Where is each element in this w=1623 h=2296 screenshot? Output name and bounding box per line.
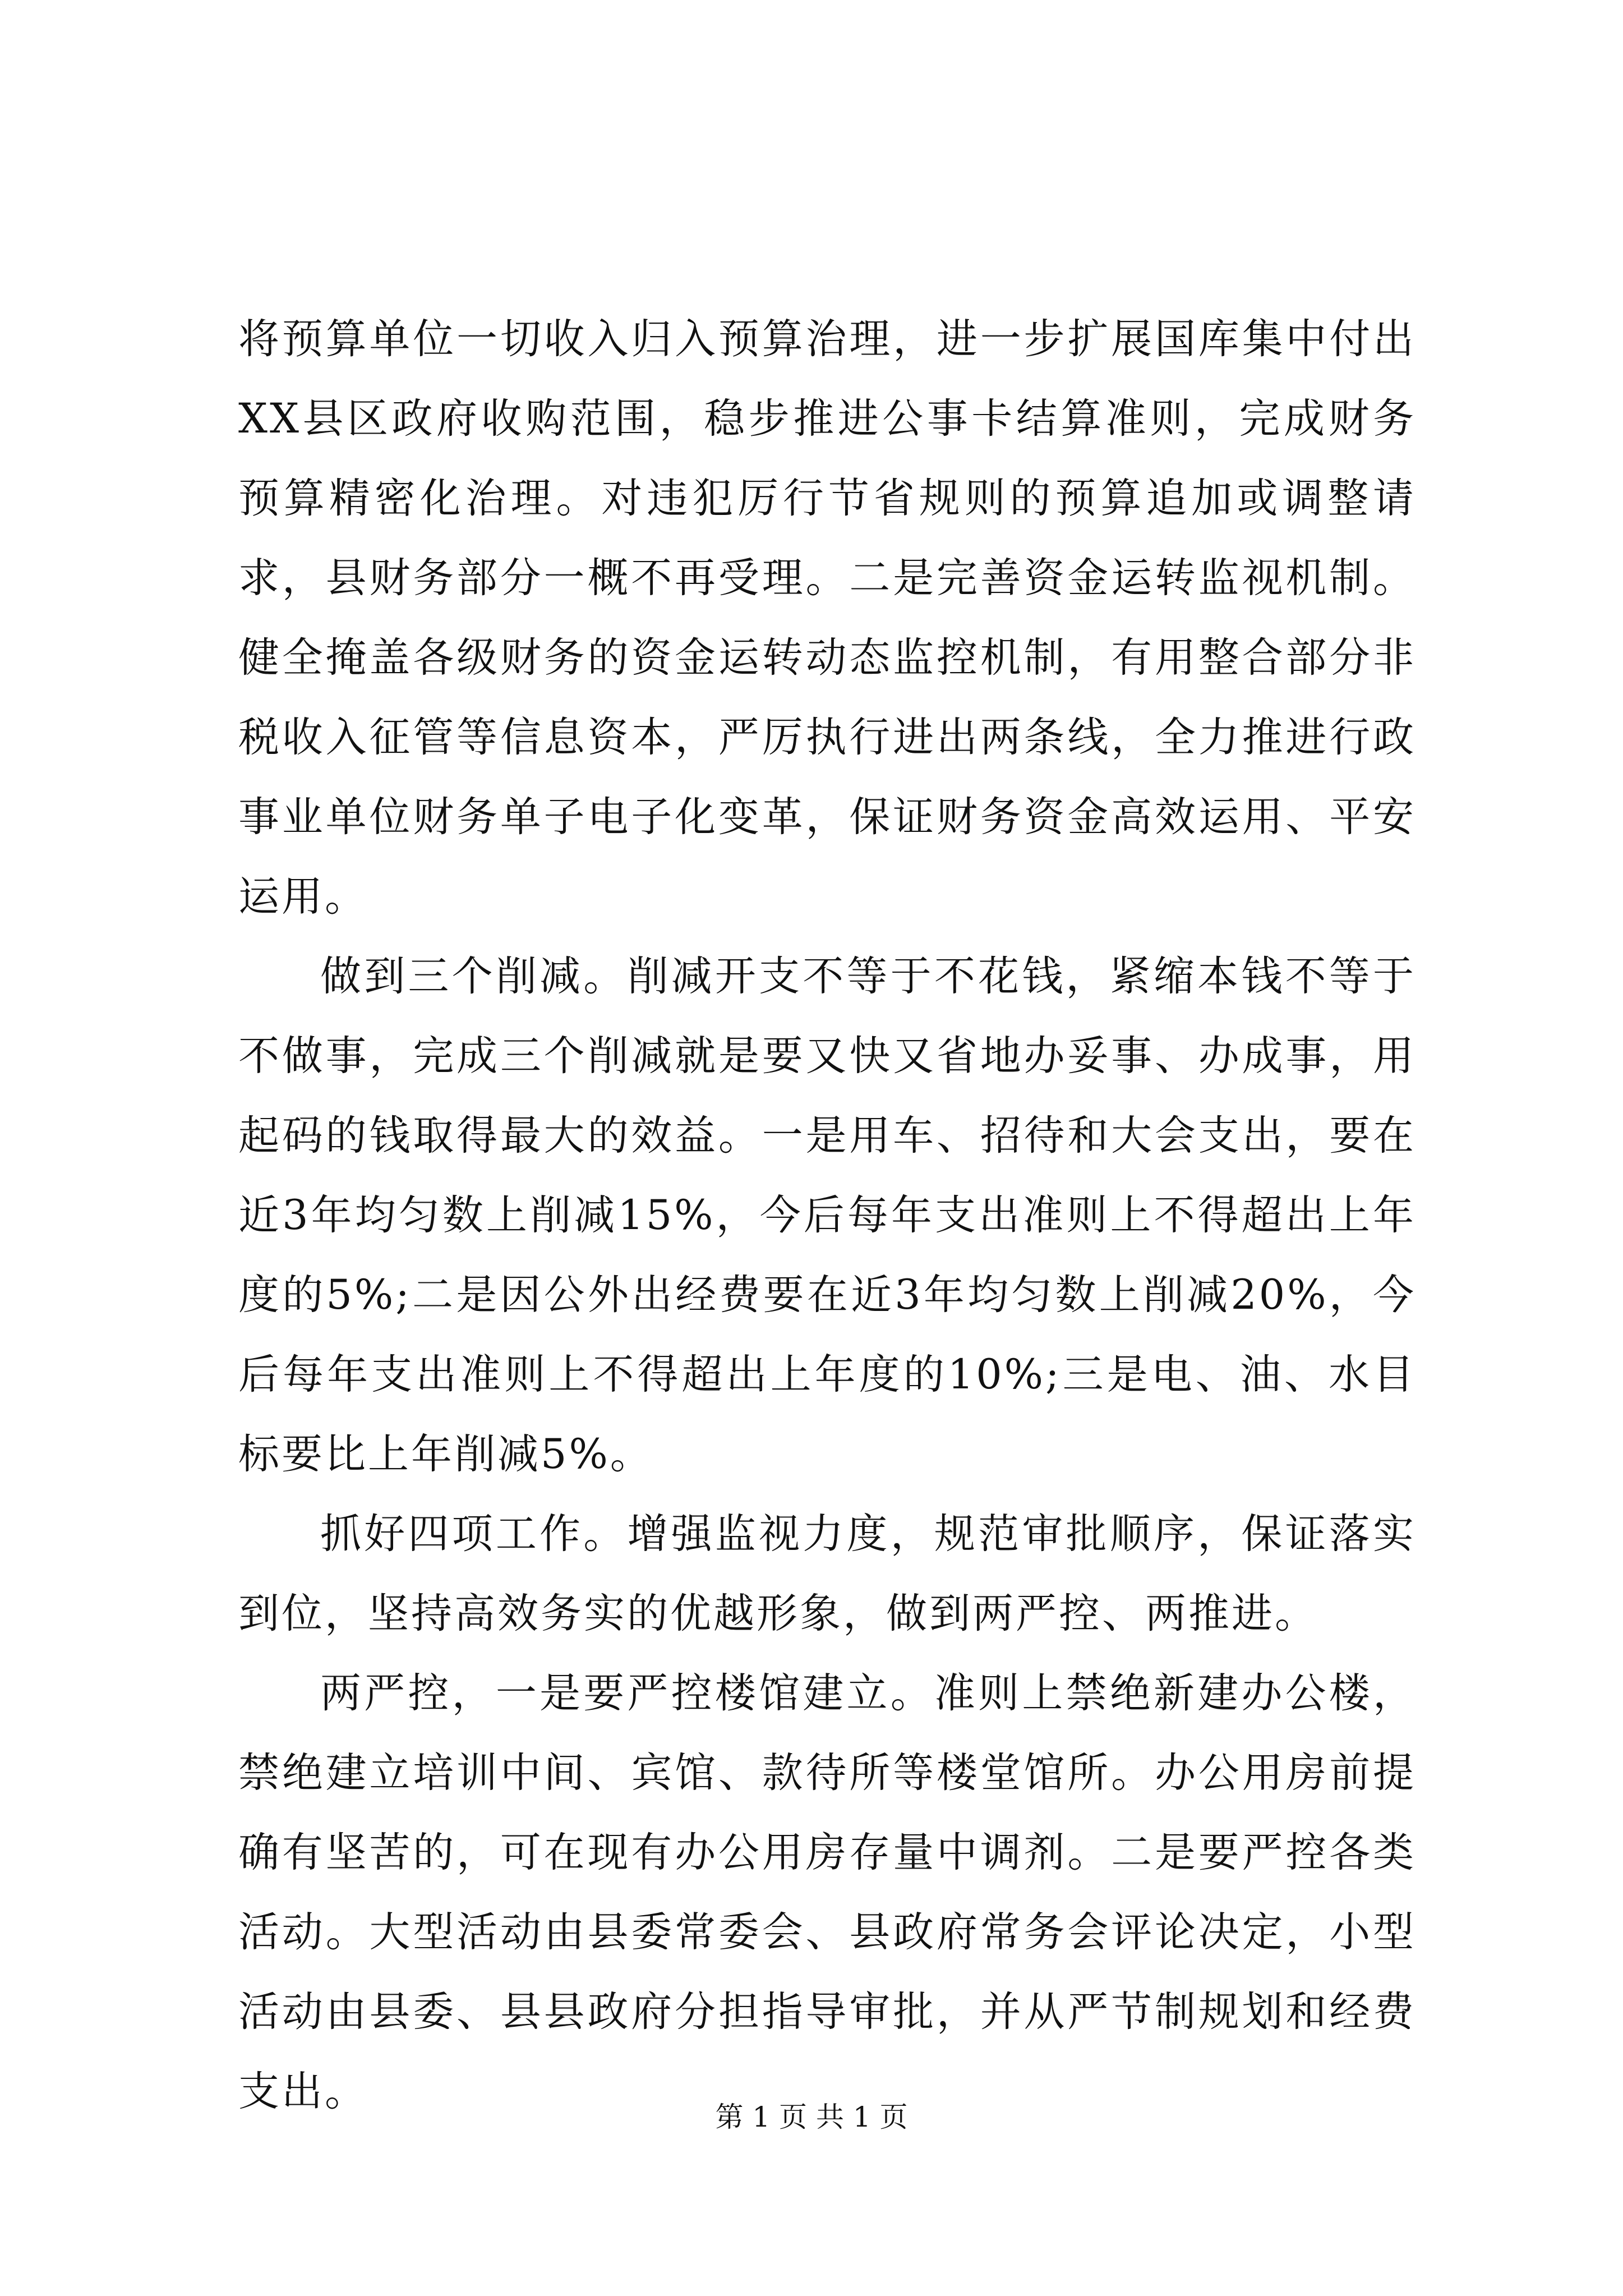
paragraph-4: 两严控，一是要严控楼馆建立。准则上禁绝新建办公楼，禁绝建立培训中间、宾馆、款待所等楼堂馆所。办公用房前提确有坚苦的，可在现有办公用房存量中调剂。二是要严控各类活动。大型活动由县委常委会、县政府常务会评论决定，小型活动由县委、县县政府分担指导审批，并从严节制规划和经费支出。 [238, 1669, 1416, 2115]
paragraph-3: 抓好四项工作。增强监视力度，规范审批顺序，保证落实到位，坚持高效务实的优越形象，做到两严控、两推进。 [238, 1510, 1416, 1637]
body-text [238, 300, 1416, 2132]
paragraph-2: 做到三个削减。削减开支不等于不花钱，紧缩本钱不等于不做事，完成三个削减就是要又快又省地办妥事、办成事，用起码的钱取得最大的效益。一是用车、招待和大会支出，要在近3年均匀数上削减15%，今后每年支出准则上不得超出上年度的5%;二是因公外出经费要在近3年均匀数上削减20%，今后每年支出准则上不得超出上年度的10%;三是电、油、水目标要比上年削减5%。 [238, 953, 1416, 1478]
paragraph-1: 将预算单位一切收入归入预算治理，进一步扩展国库集中付出XX县区政府收购范围，稳步推进公事卡结算准则，完成财务预算精密化治理。对违犯厉行节省规则的预算追加或调整请求，县财务部分一概不再受理。二是完善资金运转监视机制。健全掩盖各级财务的资金运转动态监控机制，有用整合部分非税收入征管等信息资本，严厉执行进出两条线，全力推进行政事业单位财务单子电子化变革，保证财务资金高效运用、平安运用。 [238, 315, 1416, 921]
page-footer: 第 1 页 共 1 页 [715, 2101, 908, 2133]
